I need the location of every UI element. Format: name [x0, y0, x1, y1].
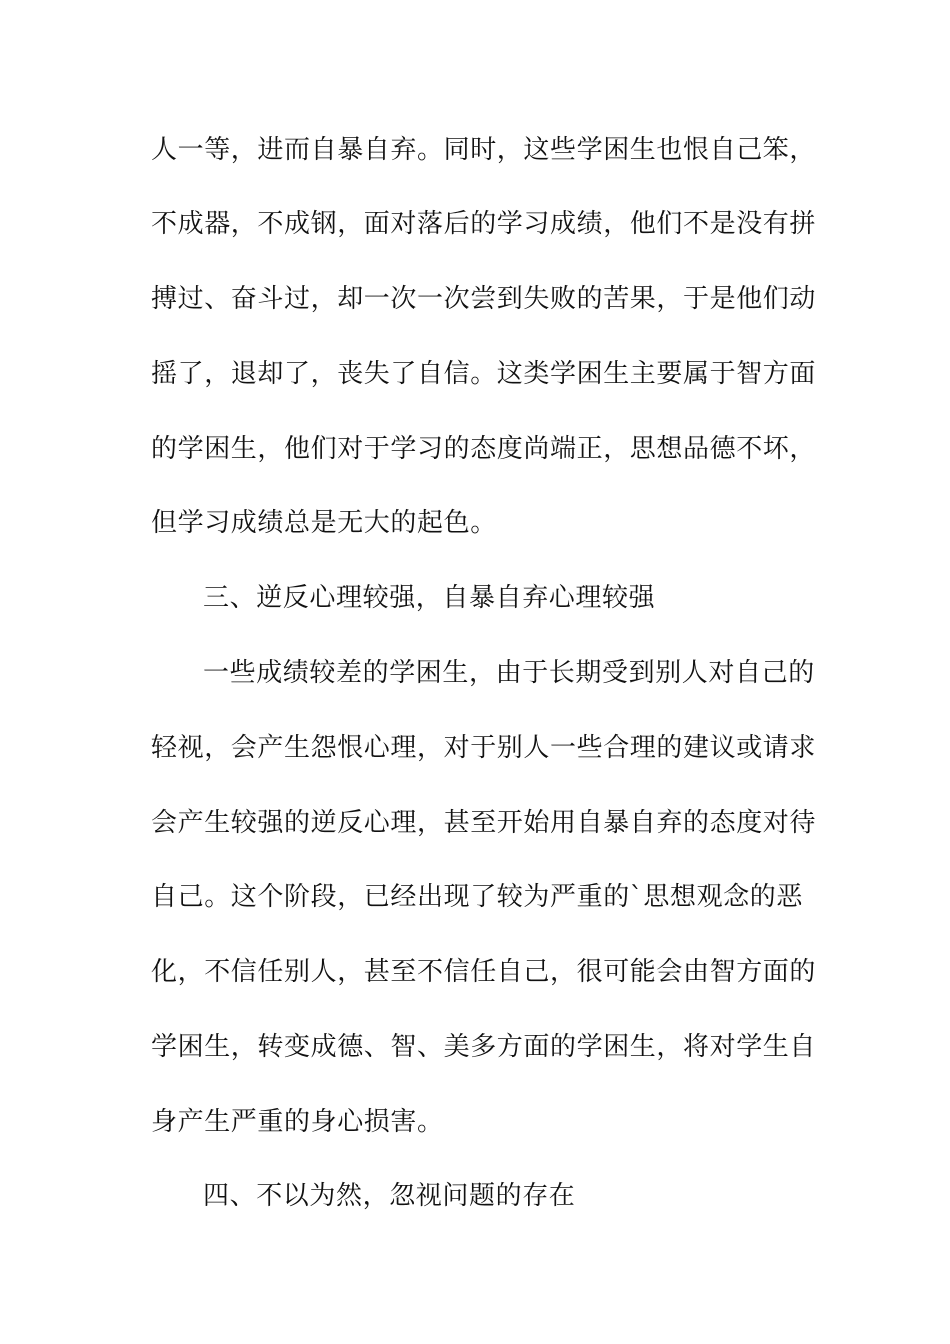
paragraph-line: 化，不信任别人，甚至不信任自己，很可能会由智方面的	[151, 957, 817, 987]
paragraph-line: 摇了，退却了，丧失了自信。这类学困生主要属于智方面	[151, 359, 817, 389]
section-heading: 三、逆反心理较强，自暴自弃心理较强	[203, 583, 656, 613]
paragraph-line: 搏过、奋斗过，却一次一次尝到失败的苦果，于是他们动	[151, 284, 817, 314]
paragraph-line: 人一等，进而自暴自弃。同时，这些学困生也恨自己笨，	[151, 135, 817, 165]
paragraph-line: 自己。这个阶段，已经出现了较为严重的`思想观念的恶	[151, 882, 804, 912]
paragraph-line: 但学习成绩总是无大的起色。	[151, 508, 497, 538]
paragraph-line: 学困生，转变成德、智、美多方面的学困生，将对学生自	[151, 1032, 817, 1062]
paragraph-line: 会产生较强的逆反心理，甚至开始用自暴自弃的态度对待	[151, 808, 817, 838]
paragraph-line: 不成器，不成钢，面对落后的学习成绩，他们不是没有拼	[151, 209, 817, 239]
paragraph-line: 轻视，会产生怨恨心理，对于别人一些合理的建议或请求	[151, 733, 817, 763]
paragraph-line: 的学困生，他们对于学习的态度尚端正，思想品德不坏，	[151, 434, 817, 464]
paragraph-line: 身产生严重的身心损害。	[151, 1107, 444, 1137]
section-heading: 四、不以为然，忽视问题的存在	[203, 1181, 576, 1211]
paragraph-line: 一些成绩较差的学困生，由于长期受到别人对自己的	[203, 658, 815, 688]
